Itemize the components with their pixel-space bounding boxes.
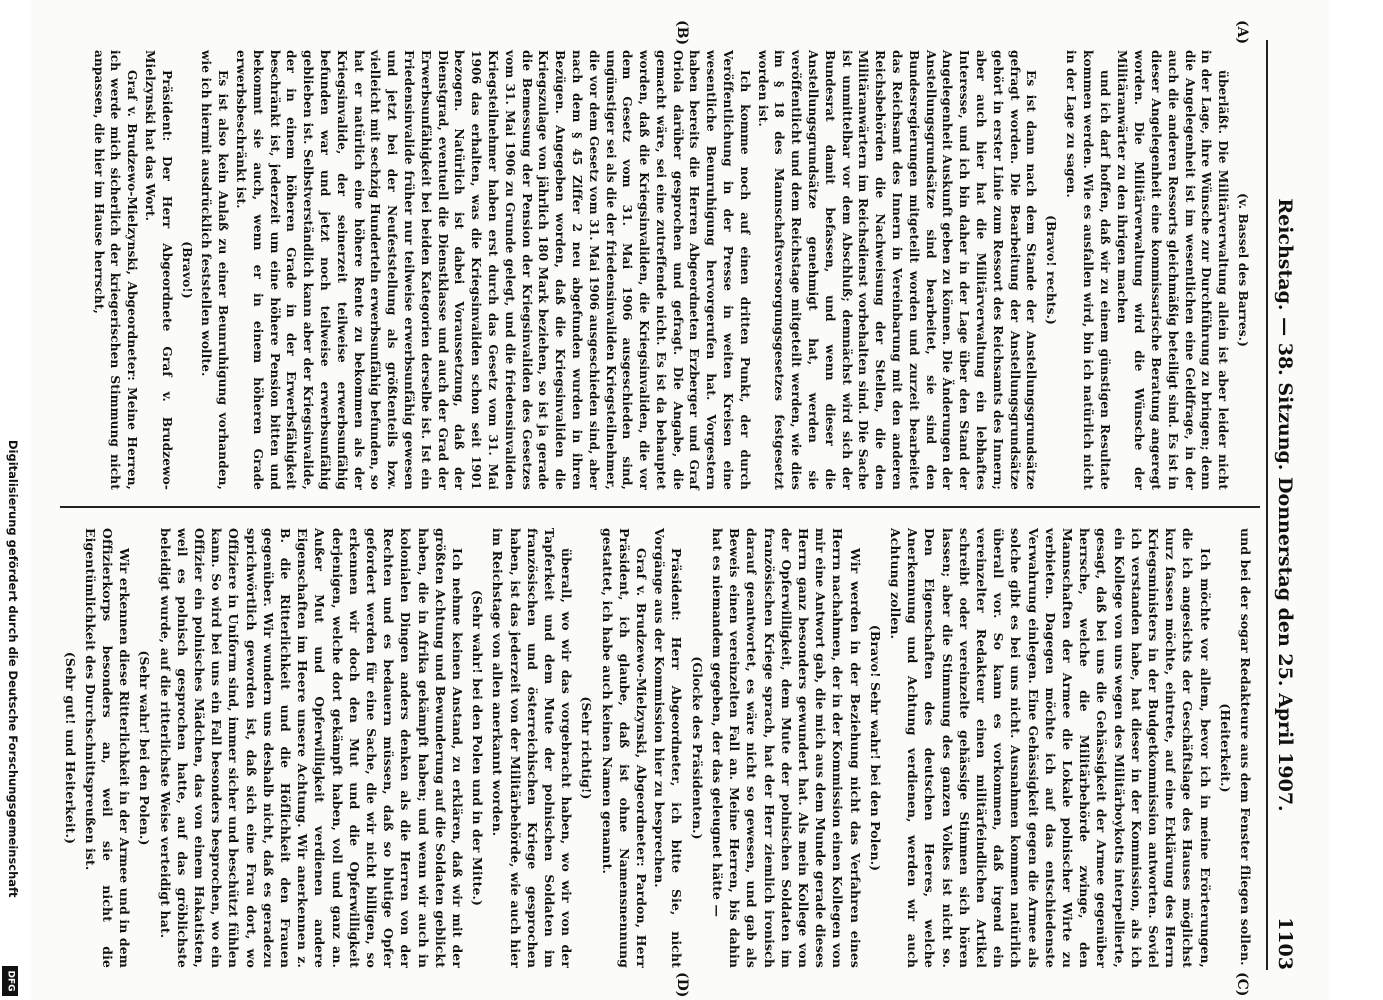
- margin-mark-b: (B): [674, 20, 690, 46]
- paragraph: Wir erkennen diese Ritterlichkeit in der Armee und in dem Offizierkorps besonders an, weil sie nicht die Eigentümlichkeit des Durchschnittspreußen ist.: [82, 528, 133, 968]
- paragraph: Ich möchte vor allem, bevor ich in meine Erörterungen, die ich angesichts der Geschäftslage des Hauses möglichst kurz fassen möchte, eintrete, auf eine Erklärung des Herrn Kriegsministers in der Budgetkommission antworten. Soviel ich verstanden habe, hat dieser in der Kommission, als ich ein Kollege von uns wegen des Militärboykotts interpellierte, gesagt, daß bei uns die Gehässigkeit der Armee gegenüber herrsche, welche die Militärbehörde zwinge, den Mannschaften der Armee die Lokale polnischer Wirte zu verbieten. Dagegen möchte ich auf das entschiedenste Verwahrung einlegen. Eine Gehässigkeit gegen die Armee als solche gibt es bei uns nicht. Ausnahmen kommen natürlich überall vor. So kann es vorkommen, daß irgend ein vereinzelter Redakteur einen militärfeindlichen Artikel schreibt oder vereinzelte gehässige Stimmen sich hören lassen; aber die Stimmung des ganzen Volkes ist nicht so. Den Eigenschaften des deutschen Heeres, welche Anerkennung und Achtung verdienen, werden wir auch Achtung zollen.: [887, 528, 1213, 968]
- header-rule: [1266, 40, 1268, 970]
- stage-direction: (Sehr richtig!): [579, 696, 595, 800]
- margin-mark-d: (D): [674, 972, 690, 998]
- paragraph: Wir werden in der Beziehung nicht das Verfahren eines Herrn nachahmen, der in der Kommission einen Kollegen von mir eine Antwort gab, die mich aus dem Munde gerade dieses Herrn ganz besonders gewundert hat. Als mein Kollege von der Opferwilligkeit, dem Mute der polnischen Soldaten im französischen Kriege sprach, hat der Herr ziemlich ironisch darauf geantwortet, es wäre nicht so gewesen, und gab als Beweis einen vereinzelten Fall an. Meine Herren, bis dahin hat es niemandem gegeben, der das geleugnet hätte —: [709, 528, 863, 968]
- paragraph: Graf v. Brudzewo-Mielzynski, Abgeordneter: Pardon, Herr Präsident, ich glaube, daß ist ohne Namensnennung gestattet, ich habe auch keinen Namen genannt.: [599, 528, 650, 968]
- stage-direction: (Sehr wahr! bei den Polen und in der Mitte.): [470, 589, 486, 907]
- paragraph: Präsident: Herr Abgeordneter, ich bitte Sie, nicht Vorgänge aus der Kommission hier zu besprechen.: [652, 528, 685, 968]
- page-header: [1268, 40, 1302, 970]
- stage-direction: (Bravo!): [179, 241, 194, 299]
- digitization-credit: [2, 440, 20, 1000]
- paragraph: überläßt. Die Militärverwaltung allein ist aber leider nicht in der Lage, ihre Wünsche zur Durchführung zu bringen; denn die Angelegenheit ist im wesentlichen eine Geldfrage, in der auch die anderen Ressorts gleichmäßig beteiligt sind. Es ist in dieser Angelegenheit eine kommissarische Beratung angeregt worden. Die Militärverwaltung wird die Wünsche der Militäranwärter zu den ihrigen machen: [1115, 50, 1231, 490]
- stage-direction: (Bravo! Sehr wahr! bei den Polen.): [867, 624, 883, 872]
- paragraph: überall, wo wir das vorgebracht haben, wo wir von der Tapferkeit und dem Mute der polnischen Soldaten im französischen und österreichischen Kriege gesprochen haben, ist das jederzeit von der Militärbehörde, wie auch hier im Reichstage von allen anerkannt worden.: [490, 528, 575, 968]
- paragraph: Ich nehme keinen Anstand, zu erklären, daß wir mit der größten Achtung und Bewunderung auf die Soldaten geblickt haben, die in Afrika gekämpft haben; und wenn wir auch in kolonialen Dingen anders denken als die Herren von der Rechten und es bedauern müssen, daß so blutige Opfer gefordert werden für eine Sache, die wir nicht billigen, so erkennen wir doch den Mut und die Opferwilligkeit derjenigen, welche dort gekämpft haben, voll und ganz an. Außer Mut und Opferwilligkeit verdienen andere Eigenschaften im Heere unsere Achtung. Wir anerkennen z. B. die Ritterlichkeit und die Höflichkeit den Frauen gegenüber. Wir wundern uns deshalb nicht, daß es geradezu sprichwörtlich geworden ist, daß sich eine Frau dort, wo Offiziere in Uniform sind, immer sicher und beschützt fühlen kann. So wird bei uns ein Fall besonders besprochen, wo ein Offizier ein polnisches Mädchen, das von einem Hakatisten, weil es polnisch gesprochen hatte, auf das gröblichste beleidigt wurde, auf die ritterlichste Weise verteidigt hat.: [157, 528, 466, 968]
- document-page: [30, 0, 1330, 1000]
- logo-text: DFG: [5, 970, 16, 992]
- paragraph: Es ist also kein Anlaß zu einer Beunruhigung vorhanden, wie ich hiermit ausdrücklich feststellen wollte.: [199, 50, 231, 490]
- stage-direction: (Sehr wahr! bei den Polen.): [137, 650, 153, 846]
- paragraph: und ich darf hoffen, daß wir zu einem günstigen Resultate kommen werden. Wie es ausfallen wird, bin ich natürlich nicht in der Lage zu sagen.: [1064, 50, 1112, 490]
- right-text-column: [58, 528, 1254, 968]
- left-text-column: [89, 50, 1254, 490]
- dfg-logo: [2, 966, 18, 996]
- paragraph: Ich komme noch auf einen dritten Punkt, der durch Veröffentlichung in der Presse in weiten Kreisen eine wesentliche Beunruhigung hervorgerufen hat. Vorgestern haben bereits die Herren Abgeordneten Erzberger und Graf Oriola darüber gesprochen und gefragt. Die Angabe, die gemacht wäre, sei eine zutreffende nicht. Es ist da behauptet worden, daß die Kriegsinvaliden, die Kriegsinvaliden, die vor dem Gesetz vom 31. Mai 1906 ausgeschieden sind, ungünstiger sei als die der friedensinvaliden Kriegsteilnehmer, die vor dem Gesetz vom 31. Mai 1906 ausgeschieden sind, aber nach dem § 45 Ziffer 2 neu abgefunden wurden in ihren Bezügen. Angegeben worden, daß die Kriegsinvaliden die Kriegszulage von jährlich 180 Mark beziehen, so ist ja gerade die Bemessung der Pension der Kriegsinvaliden des Gesetzes vom 31. Mai 1906 zu Grunde gelegt, und die friedensinvaliden Kriegsteilnehmer haben erst durch das Gesetz vom 31. Mai 1906 das erhalten, was die Kriegsinvaliden schon seit 1901 bezogen. Natürlich ist dabei Voraussetzung, daß der Dienstgrad, eventuell die Dienstklasse und auch der Grad der Erwerbsunfähigkeit bei beiden Kategorien derselbe ist. Ist ein Friedensinvalide früher nur teilweise erwerbsunfähig gewesen und jetzt bei der Neufeststellung als größtenteils bzw. vielleicht mit sechzig Hunderteln erwerbsunfähig befunden, so hat er natürlich eine höhere Rente zu bekommen als der Kriegsinvalide, der seinerzeit teilweise erwerbsunfähig befunden war und jetzt noch teilweise erwerbsunfähig geblieben ist. Selbstverständlich kann aber der Kriegsinvalide, der in einem höheren Grade in der Erwerbsfähigkeit beschränkt ist, jederzeit um eine höhere Pension bitten und bekommt sie auch, wenn er in einem höheren Grade erwerbsbeschränkt ist.: [233, 50, 752, 490]
- page-number: 1103: [1274, 917, 1296, 970]
- stage-direction: (Sehr gut! und Heiterkeit.): [62, 651, 78, 845]
- paragraph: Es ist dann nach dem Stande der Anstellungsgrundsätze gefragt worden. Die Bearbeitung der Anstellungsgrundsätze gehört in erster Linie zum Ressort des Reichsamts des Innern; aber auch hier hat die Militärverwaltung ein lebhaftes Interesse, und ich bin daher in der Lage über den Stand der Angelegenheit Auskunft geben zu können. Die Änderungen der Anstellungsgrundsätze sind bearbeitet, sie sind den Bundesregierungen mitgeteilt worden und zurzeit bearbeitet das Reichsamt des Innern in Vereinbarung mit den anderen Reichsbehörden die Nachweisung der Stellen, die den Militäranwärtern im Reichsdienst vorbehalten sind. Die Sache ist unmittelbar vor dem Abschluß; demnächst wird sich der Bundesrat damit befassen, und wenn dieser die Anstellungsgrundsätze genehmigt hat, werden sie veröffentlicht und dem Reichstage mitgeteilt werden, wie dies im § 18 des Mannschaftsversorgungsgesetzes festgesetzt worden ist.: [755, 50, 1039, 490]
- stage-direction: (Bravo! rechts.): [1044, 215, 1059, 325]
- page-title: Reichstag. — 38. Sitzung. Donnerstag den 25. April 1907.: [1274, 198, 1296, 812]
- stage-direction: (Glocke des Präsidenten.): [689, 656, 705, 840]
- paragraph: Präsident: Der Herr Abgeordnete Graf v. Brudzewo-Mielzynski hat das Wort.: [143, 50, 174, 490]
- stage-direction: (Heiterkeit.): [1217, 703, 1233, 793]
- column-divider: [60, 506, 1260, 508]
- margin-mark-a: (A): [1234, 20, 1250, 45]
- paragraph: und bei der sogar Redakteure aus dem Fenster fliegen sollen.: [1238, 528, 1253, 966]
- credit-text: Digitalisierung gefördert durch die Deutsche Forschungsgemeinschaft: [6, 440, 20, 898]
- paragraph: Graf v. Brudzewo-Mielzynski, Abgeordneter: Meine Herren, ich werde mich sicherlich der kriegerischen Stimmung nicht anpassen, die hier im Hause herrscht,: [91, 50, 140, 490]
- margin-mark-c: (C): [1234, 972, 1250, 997]
- speaker-heading: (v. Bassel des Barres.): [1236, 193, 1250, 347]
